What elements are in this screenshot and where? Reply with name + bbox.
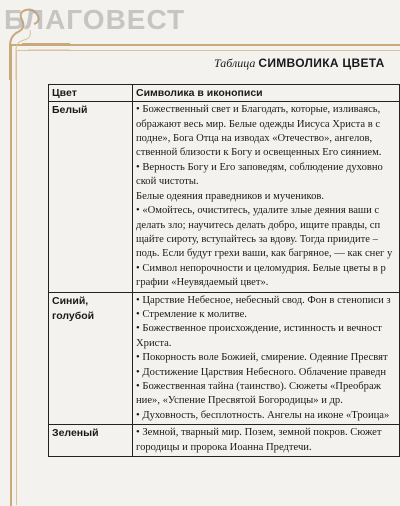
table-body xyxy=(49,102,400,457)
symbolism-line: Белые одеяния праведников и мучеников. xyxy=(136,190,325,202)
table-title-lead: Таблица xyxy=(214,56,256,70)
table-title xyxy=(214,56,385,71)
symbolism-line: ние», «Успение Пресвятой Богородицы» и др. xyxy=(136,395,343,407)
header-color: Цвет xyxy=(49,85,133,102)
symbolism-cell xyxy=(133,425,400,457)
symbolism-line: подь. Если будут грехи ваши, как багряное, — как снег у xyxy=(136,248,393,260)
color-name: Белый xyxy=(52,104,88,117)
watermark-logo: БЛАГОВЕСТ xyxy=(4,4,186,35)
symbolism-line: ственной близости к Богу и освещенных Его сиянием. xyxy=(136,147,382,159)
symbolism-line: Христа. xyxy=(136,337,172,349)
table-row xyxy=(49,292,400,425)
symbolism-line: • Божественная тайна (таинство). Сюжеты «Преображ xyxy=(136,380,399,394)
symbolism-line: • Верность Богу и Его заповедям, соблюдение духовно xyxy=(136,161,399,175)
table-header-row xyxy=(49,85,400,102)
symbolism-cell xyxy=(133,292,400,425)
symbolism-line: • Духовность, бесплотность. Ангелы на иконе «Троица» xyxy=(136,409,399,423)
color-name-cell xyxy=(49,292,133,425)
symbolism-line: • Царствие Небесное, небесный свод. Фон в стенописи з xyxy=(136,294,399,308)
symbolism-line: подне», Бога Отца на изводах «Отечество», ангелов, xyxy=(136,133,373,145)
color-name: Зеленый xyxy=(52,427,99,440)
symbolism-line: • Земной, тварный мир. Позем, земной покров. Сюжет xyxy=(136,426,399,440)
symbolism-line: графии «Неувядаемый цвет». xyxy=(136,277,269,289)
symbolism-line: • Символ непорочности и целомудрия. Белые цветы в р xyxy=(136,262,399,276)
symbolism-line: • Достижение Царствия Небесного. Облачение праведн xyxy=(136,366,399,380)
symbolism-line: • Покорность воле Божией, смирение. Одеяние Пресвят xyxy=(136,351,399,365)
symbolism-line: ской чистоты. xyxy=(136,176,199,188)
table-title-main: СИМВОЛИКА ЦВЕТА xyxy=(258,56,385,70)
symbolism-line: городицы и пророка Иоанна Предтечи. xyxy=(136,441,312,453)
symbolism-line: делать зло; научитесь делать добро, ищите правды, сп xyxy=(136,219,381,231)
table-row xyxy=(49,102,400,292)
symbolism-line: • Стремление к молитве. xyxy=(136,308,399,322)
color-symbolism-table xyxy=(48,84,400,457)
header-symbolism: Символика в иконописи xyxy=(133,85,400,102)
symbolism-cell xyxy=(133,102,400,292)
symbolism-line: • Божественное происхождение, истинность и вечност xyxy=(136,322,399,336)
color-name: Синий, xyxy=(52,294,89,307)
table-row xyxy=(49,425,400,457)
symbolism-line: • Божественный свет и Благодать, которые, изливаясь, xyxy=(136,103,399,117)
symbolism-line: • «Омойтесь, очиститесь, удалите злые деяния ваши с xyxy=(136,204,399,218)
symbolism-line: щайте сироту, вступайтесь за вдову. Тогда приидите – xyxy=(136,233,378,245)
color-name-cell xyxy=(49,425,133,457)
color-name-cell xyxy=(49,102,133,292)
symbolism-line: ображают весь мир. Белые одежды Иисуса Христа в с xyxy=(136,118,381,130)
color-name: голубой xyxy=(52,310,95,323)
